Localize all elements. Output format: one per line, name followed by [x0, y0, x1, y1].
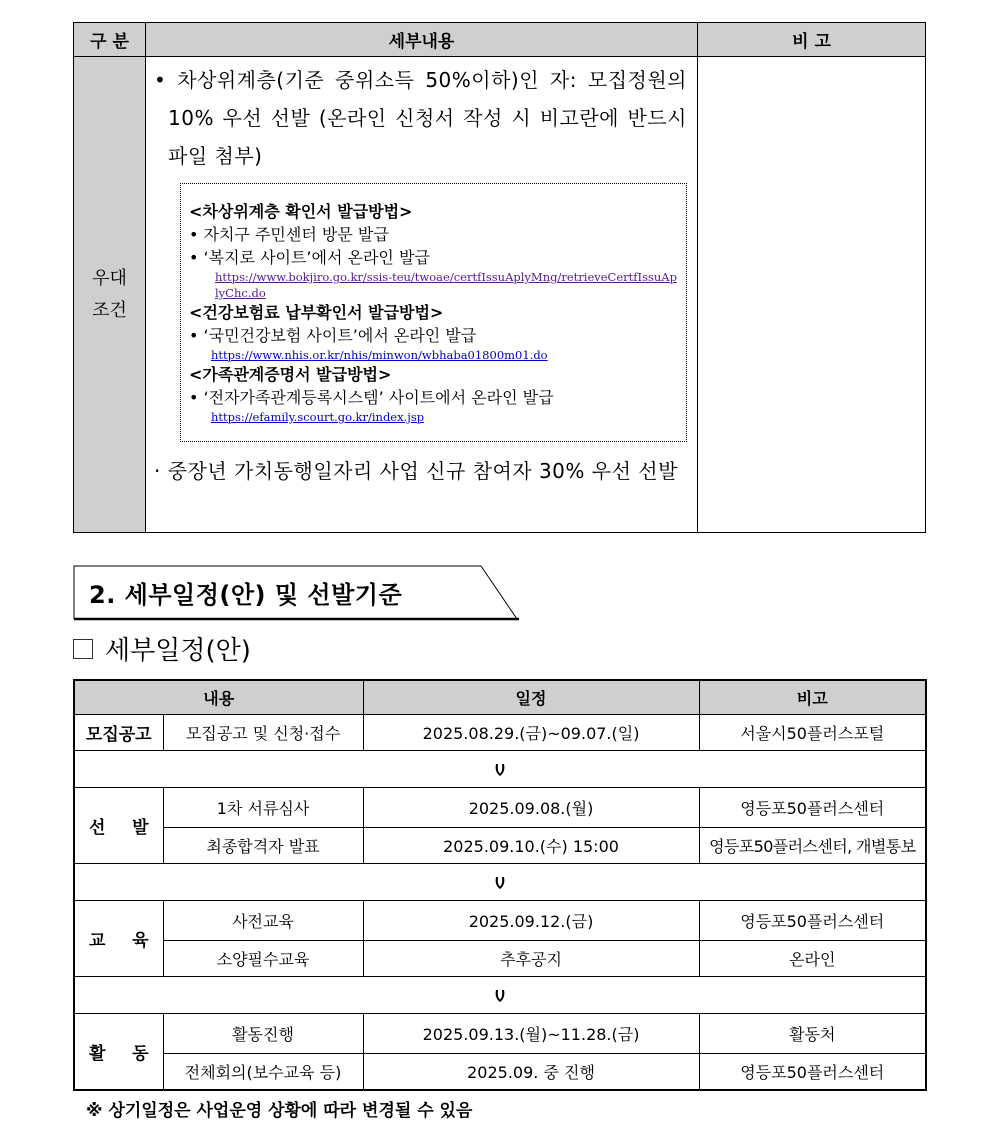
- item-cell: 소양필수교육: [163, 941, 363, 977]
- square-bullet-icon: [73, 639, 93, 659]
- date-cell: 2025.09.08.(월): [363, 788, 699, 828]
- category-label-line1: 우대: [92, 267, 127, 289]
- table-row: [74, 941, 926, 977]
- date-cell: 2025.09.10.(수) 15:00: [363, 828, 699, 864]
- info-item: • ‘복지로 사이트’에서 온라인 발급: [189, 248, 430, 267]
- info-item: • 자치구 주민센터 방문 발급: [189, 225, 389, 244]
- item-cell: 전체회의(보수교육 등): [163, 1054, 363, 1090]
- schedule-footnote: ※ 상기일정은 사업운영 상황에 따라 변경될 수 있음: [86, 1101, 473, 1121]
- arrow-row: [74, 977, 926, 1014]
- bullet-low-income: [154, 61, 687, 175]
- bullet-mark: •: [154, 68, 167, 92]
- note-cell: 온라인: [699, 941, 926, 977]
- date-cell: 2025.09.13.(월)~11.28.(금): [363, 1014, 699, 1054]
- header-content: 내용: [74, 680, 363, 715]
- date-cell: 2025.09. 중 진행: [363, 1054, 699, 1090]
- preferential-conditions-table: [73, 22, 926, 533]
- header-remark: 비고: [699, 680, 926, 715]
- bullet-new-participant: [154, 452, 687, 490]
- header-category: 구 분: [74, 23, 146, 57]
- group-label-selection: 선 발: [74, 788, 163, 864]
- item-cell: 최종합격자 발표: [163, 828, 363, 864]
- subsection-title: [73, 630, 251, 667]
- info-heading-health-insurance: <건강보험료 납부확인서 발급방법>: [189, 303, 444, 322]
- table-row: [74, 1014, 926, 1054]
- certificate-info-box: [180, 183, 687, 442]
- category-cell: [74, 57, 146, 533]
- table-row: [74, 715, 926, 751]
- section-title: 2. 세부일정(안) 및 선발기준: [89, 581, 403, 609]
- header-remark: 비 고: [698, 23, 926, 57]
- table-row: [74, 1054, 926, 1090]
- table-row: [74, 57, 926, 533]
- subsection-title-text: 세부일정(안): [105, 636, 251, 666]
- table-row: [74, 901, 926, 941]
- table-header-row: [74, 680, 926, 715]
- note-cell: 영등포50플러스센터: [699, 1054, 926, 1090]
- item-cell: 1차 서류심사: [163, 788, 363, 828]
- bullet-text: 중장년 가치동행일자리 사업 신규 참여자 30% 우선 선발: [167, 459, 678, 483]
- bokjiro-link[interactable]: https://www.bokjiro.go.kr/ssis-teu/twoae/certfIssuAplyMng/retrieveCertfIssuAplyChc.do: [215, 270, 677, 300]
- info-heading-low-income-cert: <차상위계층 확인서 발급방법>: [189, 202, 413, 221]
- nhis-link[interactable]: https://www.nhis.or.kr/nhis/minwon/wbhaba01800m01.do: [211, 348, 548, 362]
- item-cell: 모집공고 및 신청·접수: [163, 715, 363, 751]
- note-cell: 영등포50플러스센터: [699, 788, 926, 828]
- note-cell: 영등포50플러스센터: [699, 901, 926, 941]
- group-label-education: 교 육: [74, 901, 163, 977]
- header-schedule: 일정: [363, 680, 699, 715]
- table-row: [74, 828, 926, 864]
- efamily-link[interactable]: https://efamily.scourt.go.kr/index.jsp: [211, 410, 425, 424]
- item-cell: 사전교육: [163, 901, 363, 941]
- arrow-row: [74, 864, 926, 901]
- remark-cell: [698, 57, 926, 533]
- header-details: 세부내용: [146, 23, 698, 57]
- section-header: [73, 565, 519, 621]
- info-item: • ‘국민건강보험 사이트’에서 온라인 발급: [189, 326, 477, 345]
- table-header-row: [74, 23, 926, 57]
- down-arrow-icon: [495, 989, 505, 1003]
- info-item: • ‘전자가족관계등록시스템’ 사이트에서 온라인 발급: [189, 388, 554, 407]
- date-cell: 2025.08.29.(금)~09.07.(일): [363, 715, 699, 751]
- info-heading-family-cert: <가족관계증명서 발급방법>: [189, 365, 392, 384]
- arrow-row: [74, 751, 926, 788]
- schedule-table: [73, 679, 927, 1091]
- table-row: [74, 788, 926, 828]
- note-cell: 활동처: [699, 1014, 926, 1054]
- down-arrow-icon: [495, 763, 505, 777]
- group-label-recruitment: 모집공고: [74, 715, 163, 751]
- bullet-text: 차상위계층(기준 중위소득 50%이하)인 자: 모집정원의 10% 우선 선발 (온라인 신청서 작성 시 비고란에 반드시 파일 첨부): [168, 68, 687, 168]
- date-cell: 추후공지: [363, 941, 699, 977]
- note-cell: 서울시50플러스포털: [699, 715, 926, 751]
- bullet-mark: ·: [154, 459, 161, 483]
- details-cell: [146, 57, 698, 533]
- note-cell: 영등포50플러스센터, 개별통보: [699, 828, 926, 864]
- group-label-activity: 활 동: [74, 1014, 163, 1090]
- down-arrow-icon: [495, 876, 505, 890]
- category-label-line2: 조건: [92, 299, 127, 321]
- date-cell: 2025.09.12.(금): [363, 901, 699, 941]
- item-cell: 활동진행: [163, 1014, 363, 1054]
